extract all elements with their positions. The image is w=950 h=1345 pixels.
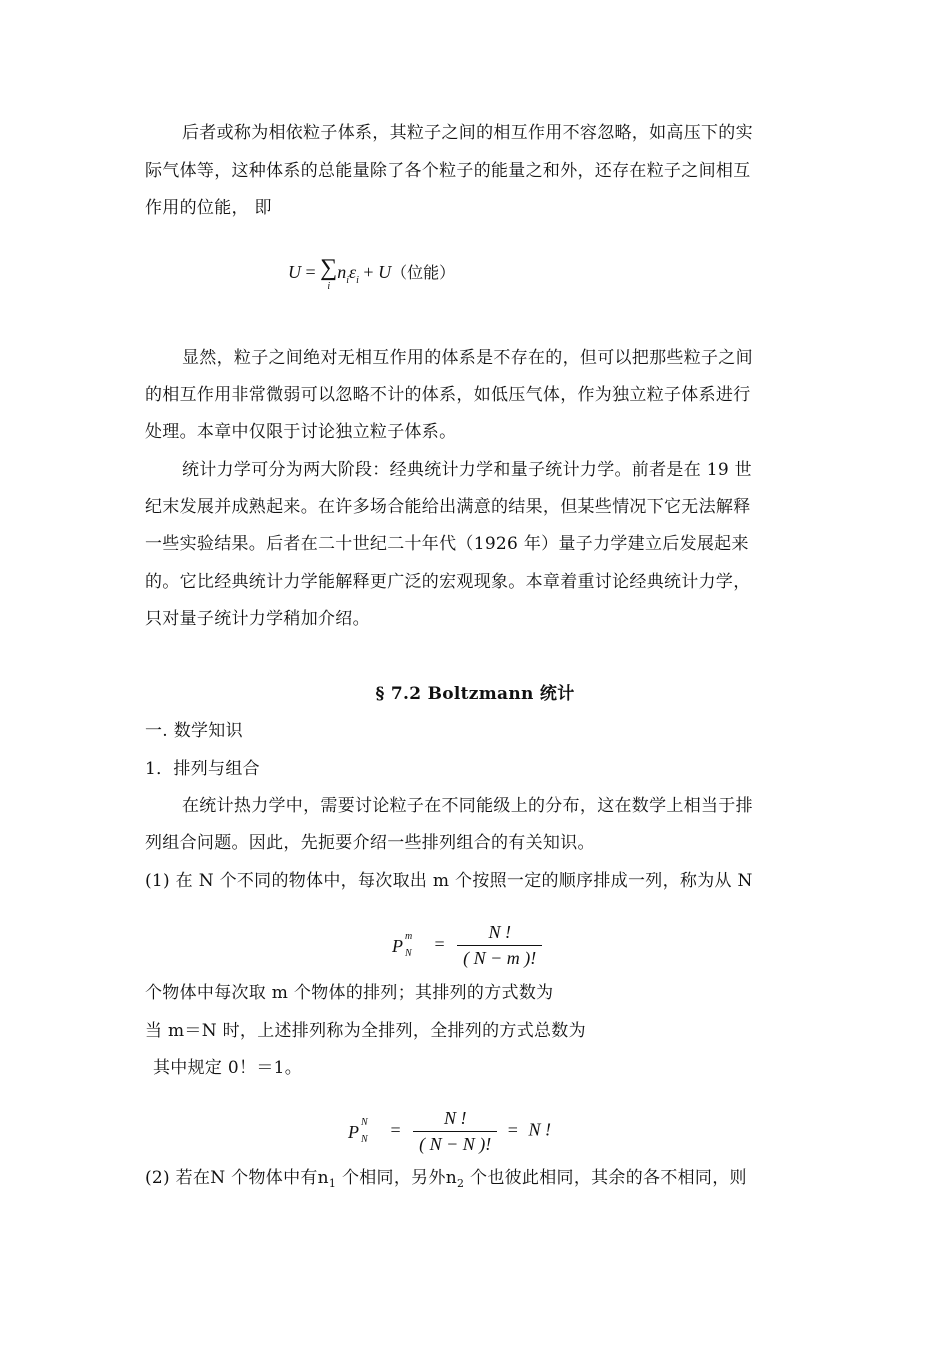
para3-line-4: 的。它比经典统计力学能解释更广泛的宏观现象。本章着重讨论经典统计力学， xyxy=(145,572,751,592)
p-subscript: N xyxy=(405,947,412,959)
p2-numerator: N ! xyxy=(413,1108,497,1132)
sigma-index: i xyxy=(327,281,331,292)
p2-denominator: ( N − N )! xyxy=(419,1134,492,1154)
para4-line-1: 在统计热力学中，需要讨论粒子在不同能级上的分布，这在数学上相当于排 xyxy=(182,796,753,816)
formula-n: n xyxy=(337,262,347,283)
para1-line-1: 后者或称为相依粒子体系，其粒子之间的相互作用不容忽略，如高压下的实 xyxy=(182,123,753,143)
item2-part3: 个也彼此相同，其余的各不相同，则 xyxy=(464,1168,747,1188)
formula-u-rhs: U xyxy=(378,262,392,283)
permutation-formula xyxy=(392,922,542,969)
p2-subscript: N xyxy=(361,1133,368,1145)
formula-n-sub: i xyxy=(346,275,350,287)
para4-line-2: 列组合问题。因此，先扼要介绍一些排列组合的有关知识。 xyxy=(145,833,595,853)
subheading-permutation: 1．排列与组合 xyxy=(145,759,260,779)
para1-line-2: 际气体等，这种体系的总能量除了各个粒子的能量之和外，还存在粒子之间相互 xyxy=(145,161,751,181)
item2-sub2: 2 xyxy=(457,1177,465,1190)
formula-u-lhs: U xyxy=(288,262,301,283)
p1-numerator: N ! xyxy=(457,922,542,946)
p-symbol xyxy=(392,930,422,959)
p2-symbol xyxy=(348,1116,378,1145)
text-line-b: 当 m＝N 时，上述排列称为全排列，全排列的方式总数为 xyxy=(145,1021,586,1041)
p2-superscript: N xyxy=(361,1116,368,1128)
formula-plus: + xyxy=(363,262,374,283)
item2-line xyxy=(145,1167,747,1191)
p2-equals-2: = xyxy=(507,1119,518,1140)
para3-line-3: 一些实验结果。后者在二十世纪二十年代（1926 年）量子力学建立后发展起来 xyxy=(145,534,749,554)
para2-line-3: 处理。本章中仅限于讨论独立粒子体系。 xyxy=(145,422,457,442)
text-line-a: 个物体中每次取 m 个物体的排列；其排列的方式数为 xyxy=(145,983,554,1003)
item2-part1: (2) 若在N 个物体中有n xyxy=(145,1168,329,1188)
item2-part2: 个相同，另外n xyxy=(336,1168,457,1188)
subheading-math: 一. 数学知识 xyxy=(145,721,243,741)
energy-formula xyxy=(288,256,455,292)
p-letter: P xyxy=(392,935,403,956)
p2-fraction xyxy=(413,1108,497,1155)
para3-line-5: 只对量子统计力学稍加介绍。 xyxy=(145,609,370,629)
para2-line-2: 的相互作用非常微弱可以忽略不计的体系，如低压气体，作为独立粒子体系进行 xyxy=(145,385,751,405)
summation-symbol xyxy=(320,256,337,292)
p1-fraction xyxy=(457,922,542,969)
formula-u-eq: = xyxy=(305,262,316,283)
para3-line-2: 纪末发展并成熟起来。在许多场合能给出满意的结果，但某些情况下它无法解释 xyxy=(145,497,751,517)
p2-letter: P xyxy=(348,1121,359,1142)
p1-equals: = xyxy=(434,933,445,954)
formula-epsilon-sub: i xyxy=(356,275,359,287)
formula-epsilon: ε xyxy=(349,262,357,283)
formula-potential-label: （位能） xyxy=(391,263,456,283)
full-permutation-formula xyxy=(348,1108,551,1155)
item1-line: (1) 在 N 个不同的物体中，每次取出 m 个按照一定的顺序排成一列，称为从 N xyxy=(145,871,753,891)
para2-line-1: 显然，粒子之间绝对无相互作用的体系是不存在的，但可以把那些粒子之间 xyxy=(182,348,753,368)
para3-line-1: 统计力学可分为两大阶段：经典统计力学和量子统计力学。前者是在 19 世 xyxy=(182,460,752,480)
section-title: § 7.2 Boltzmann 统计 xyxy=(375,684,575,704)
item2-sub1: 1 xyxy=(328,1177,337,1190)
p1-denominator: ( N − m )! xyxy=(463,948,537,968)
p2-rhs: N ! xyxy=(528,1119,551,1140)
p2-equals: = xyxy=(390,1119,401,1140)
text-line-c: 其中规定 0！＝1。 xyxy=(153,1058,303,1078)
p-superscript: m xyxy=(405,930,413,942)
sigma-glyph: ∑ xyxy=(320,255,338,281)
para1-line-3: 作用的位能， 即 xyxy=(145,198,272,218)
